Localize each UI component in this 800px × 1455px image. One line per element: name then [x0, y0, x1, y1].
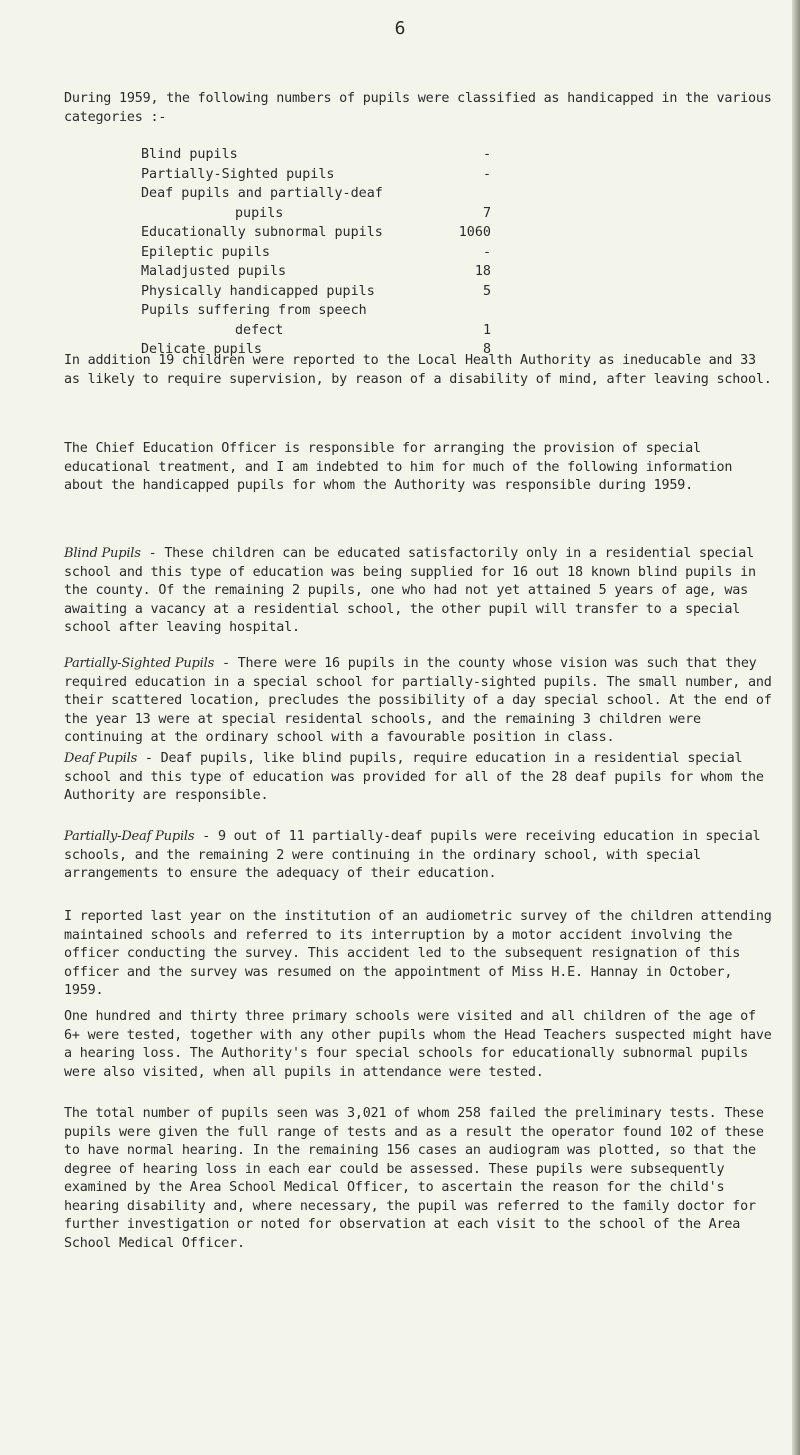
paragraph-text: I reported last year on the institution of an audiometric survey of the children attending maintained schools and referred to its interruption by a motor accident involving the officer conducting the survey. This accident led to the subsequent resignation of this officer and the survey was resumed on the appointment of Miss H.E. Hannay in October, 1959. [64, 909, 772, 998]
category-label: Delicate pupils [141, 342, 262, 357]
category-label: defect [235, 322, 284, 338]
category-label: Epileptic pupils [141, 244, 270, 260]
category-count: - [482, 147, 491, 162]
paragraph-text: - 9 out of 11 partially-deaf pupils were receiving education in special schools, and the remaining 2 were continuing in the ordinary school, with special arrangements to ensure the adequacy of their education. [64, 829, 761, 881]
table-row [141, 301, 491, 321]
table-row [141, 321, 491, 341]
paragraph [64, 440, 774, 496]
category-label: pupils [235, 205, 284, 221]
category-count [431, 301, 491, 321]
paragraph [64, 750, 774, 806]
paragraph-text: The Chief Education Officer is responsible for arranging the provision of special educational treatment, and I am indebted to him for much of the following information about the handicapped pupils for whom the Authority was responsible during 1959. [64, 441, 733, 493]
paragraph-text: The total number of pupils seen was 3,021 of whom 258 failed the preliminary tests. These pupils were given the full range of tests and as a result the operator found 102 of these to have normal hearing. In the remaining 156 cases an audiogram was plotted, so that the degree of hearing loss in each ear could be assessed. These pupils were subsequently examined by the Area School Medical Officer, to ascertain the reason for the child's hearing disability and, where necessary, the pupil was referred to the family doctor for further investigation or noted for observation at each visit to the school of the Area School Medical Officer. [64, 1106, 764, 1251]
category-count: 1060 [458, 225, 491, 240]
table-row [141, 243, 491, 263]
category-label: Educationally subnormal pupils [141, 225, 383, 240]
category-count: 1 [482, 322, 491, 338]
paragraph [64, 655, 774, 748]
category-count: 7 [482, 205, 491, 221]
table-row [141, 184, 491, 204]
category-label: Deaf pupils and partially-deaf [141, 186, 383, 201]
table-row [141, 282, 491, 302]
category-count: 5 [482, 283, 491, 299]
paragraph-heading: Partially-Deaf Pupils [64, 829, 195, 844]
paragraph-text: - There were 16 pupils in the county whose vision was such that they required education in a special school for partially-sighted pupils. The small number, and their scattered location, precludes the possibility of a day special school. At the end of the year 13 were at special residental schools, and the remaining 3 children were continuing at the ordinary school with a favourable position in class. [64, 656, 772, 745]
paragraph-text: In addition 19 children were reported to the Local Health Authority as ineducable and 33 as likely to require supervision, by reason of a disability of mind, after leaving school. [64, 353, 772, 387]
category-label: Pupils suffering from speech [141, 303, 367, 318]
paragraph-heading: Partially-Sighted Pupils [64, 656, 215, 671]
handicap-category-table [141, 145, 491, 360]
table-row [141, 223, 491, 243]
category-label: Blind pupils [141, 147, 238, 162]
paragraph [64, 545, 774, 638]
table-row [141, 165, 491, 185]
category-count: - [482, 244, 491, 260]
category-count: 18 [474, 264, 491, 279]
category-count: 8 [482, 342, 491, 357]
table-row [141, 262, 491, 282]
category-label: Physically handicapped pupils [141, 283, 375, 299]
scan-edge [792, 0, 800, 1455]
category-count: - [482, 166, 491, 182]
paragraph-heading: Deaf Pupils [64, 751, 138, 766]
page-number: 6 [394, 18, 406, 39]
paragraph-heading: Blind Pupils [64, 546, 141, 561]
paragraph [64, 1008, 774, 1082]
table-row [141, 204, 491, 224]
paragraph [64, 908, 774, 1001]
paragraph-text: - Deaf pupils, like blind pupils, require education in a residential special school and this type of education was provided for all of the 28 deaf pupils for whom the Authority are responsible. [64, 751, 764, 803]
paragraph [64, 828, 774, 884]
category-count [431, 184, 491, 204]
paragraph [64, 352, 774, 389]
category-label: Maladjusted pupils [141, 264, 287, 279]
category-label: Partially-Sighted pupils [141, 166, 335, 182]
intro-paragraph: During 1959, the following numbers of pupils were classified as handicapped in the various categories :- [64, 91, 772, 125]
paragraph-text: One hundred and thirty three primary schools were visited and all children of the age of 6+ were tested, together with any other pupils whom the Head Teachers suspected might have a hearing loss. The Authority's four special schools for educationally subnormal pupils were also visited, when all pupils in attendance were tested. [64, 1009, 772, 1080]
paragraph-text: - These children can be educated satisfactorily only in a residential special school and this type of education was being supplied for 16 out 18 known blind pupils in the county. Of the remaining 2 pupils, one who had not yet attained 5 years of age, was awaiting a vacancy at a residential school, the other pupil will transfer to a special school after leaving hospital. [64, 546, 756, 635]
paragraph [64, 1105, 774, 1253]
table-row [141, 145, 491, 165]
